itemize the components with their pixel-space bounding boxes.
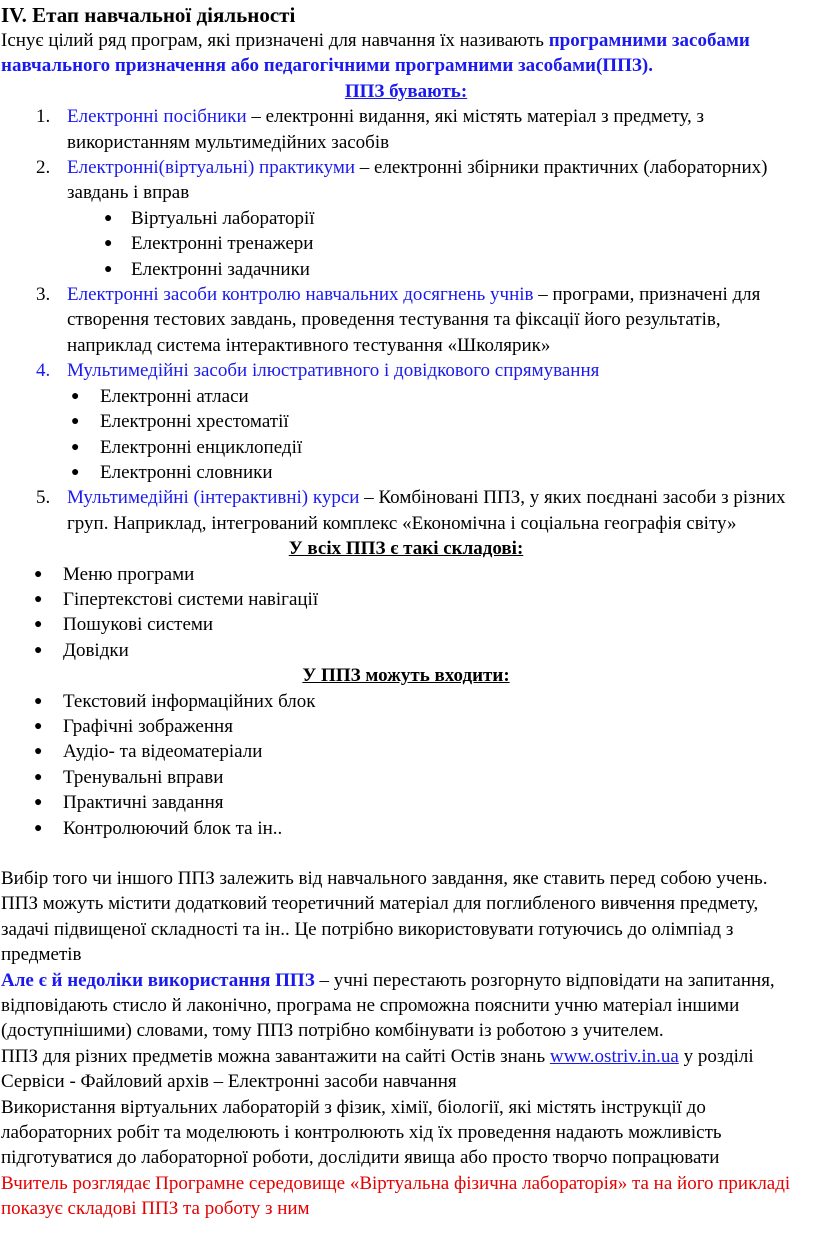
type-number: 5. — [36, 487, 51, 509]
drawbacks-highlight: Але є й недоліки використання ППЗ — [1, 969, 315, 991]
document-page — [0, 2, 812, 1222]
ostriv-link[interactable]: www.ostriv.in.ua — [549, 1045, 679, 1067]
section-heading: IV. Етап навчальної діяльності — [1, 3, 296, 27]
drawbacks-text: – учні перестають розгорнуто відповідати на запитання, відповідають стисло й лаконічно, програма не спроможна пояснити учню матеріал іншими (доступнішими) словами, тому ППЗ потрібно комбінувати із роботою з учителем. — [1, 969, 775, 1042]
types-list-cont-2 — [0, 485, 812, 536]
list-item: ● Практичні завдання — [0, 790, 812, 815]
type-number: 4. — [36, 360, 51, 382]
type-description: – електронні збірники практичних (лабораторних) завдань і вправ — [67, 157, 768, 204]
types-list-cont — [0, 282, 812, 384]
list-item: ● Тренувальні вправи — [0, 765, 812, 790]
bullet-icon: ● — [71, 464, 80, 480]
type-name: Мультимедійні засоби ілюстративного і довідкового спрямування — [67, 360, 600, 382]
type-item-3 — [0, 282, 812, 358]
additional-paragraph: ППЗ можуть містити додатковий теоретичний матеріал для поглибленого вивчення предмету, задачі підвищеної складності та ін.. Це потрібно використовувати готуючись до олімпіад з предметів — [1, 893, 759, 966]
list-item: ● Графічні зображення — [0, 714, 812, 739]
type-name: Електронні засоби контролю навчальних досягнень учнів — [67, 284, 534, 306]
list-item: ● Гіпертекстові системи навігації — [0, 587, 812, 612]
teacher-note: Вчитель розглядає Програмне середовище «Віртуальна фізична лабораторія» та на його прикладі показує складові ППЗ та роботу з ним — [1, 1172, 791, 1220]
choice-paragraph: Вибір того чи іншого ППЗ залежить від навчального завдання, яке ставить перед собою учень. — [1, 868, 768, 889]
type-item-4 — [0, 358, 812, 383]
type-item-5 — [0, 485, 812, 536]
bullet-icon: ● — [34, 820, 43, 836]
type-item-2 — [0, 155, 812, 206]
drawbacks-paragraph — [0, 968, 812, 1044]
bullet-icon: ● — [104, 210, 113, 226]
multimedia-sublist — [0, 384, 812, 486]
components-title: У всіх ППЗ є такі складові: — [288, 538, 524, 560]
list-item: ● Аудіо- та відеоматеріали — [0, 739, 812, 764]
types-title: ППЗ бувають: — [344, 80, 468, 102]
bullet-icon: ● — [34, 769, 43, 785]
type-description: – електронні видання, які містять матеріал з предмету, з використанням мультимедійних засобів — [67, 106, 705, 153]
type-description: – програми, призначені для створення тестових завдань, проведення тестування та фіксації його результатів, наприклад система інтерактивного тестування «Школярик» — [67, 284, 761, 356]
intro-paragraph — [0, 28, 812, 79]
bullet-icon: ● — [104, 261, 113, 277]
bullet-icon: ● — [34, 566, 43, 582]
bullet-icon: ● — [71, 388, 80, 404]
bullet-icon: ● — [104, 236, 113, 252]
list-item: ● Електронні хрестоматії — [0, 409, 812, 434]
list-item: ● Електронні атласи — [0, 384, 812, 409]
bullet-icon: ● — [71, 439, 80, 455]
list-item: ● Меню програми — [0, 562, 812, 587]
bullet-icon: ● — [34, 718, 43, 734]
intro-highlight: програмними засобами навчального призначення або педагогічними програмними засобами(ППЗ). — [1, 30, 750, 77]
list-item: ● Електронні задачники — [0, 257, 812, 282]
bullet-icon: ● — [34, 591, 43, 607]
labs-paragraph: Використання віртуальних лабораторій з фізик, хімії, біології, які містять інструкції до лабораторних робіт та моделюють і контролюють хід їх проведення надають можливість підготуватися до лабораторної роботи, дослідити явища або просто творчо попрацювати — [1, 1096, 722, 1169]
bullet-icon: ● — [34, 744, 43, 760]
types-list — [0, 104, 812, 206]
blank-line — [0, 841, 812, 866]
type-number: 1. — [36, 106, 51, 128]
list-item: ● Електронні словники — [0, 460, 812, 485]
bullet-icon: ● — [34, 642, 43, 658]
type-name: Електронні(віртуальні) практикуми — [67, 157, 356, 179]
download-paragraph: ППЗ для різних предметів можна завантажити на сайті Остів знань www.ostriv.in.ua у розділі Сервіси - Файловий архів – Електронні засоби навчання — [1, 1045, 754, 1093]
list-item: ● Електронні енциклопедії — [0, 435, 812, 460]
bullet-icon: ● — [34, 795, 43, 811]
type-item-1 — [0, 104, 812, 155]
list-item: ● Контролюючий блок та ін.. — [0, 816, 812, 841]
bullet-icon: ● — [34, 693, 43, 709]
list-item: ● Пошукові системи — [0, 612, 812, 637]
list-item: ● Довідки — [0, 638, 812, 663]
type-number: 3. — [36, 284, 51, 306]
type-description: – Комбіновані ППЗ, у яких поєднані засоби з різних груп. Наприклад, інтегрований комплекс «Економічна і соціальна географія світу» — [67, 487, 786, 534]
practicum-sublist — [0, 206, 812, 282]
bullet-icon: ● — [34, 617, 43, 633]
may-include-list — [0, 689, 812, 841]
bullet-icon: ● — [71, 414, 80, 430]
type-number: 2. — [36, 157, 51, 179]
components-list — [0, 562, 812, 664]
type-name: Мультимедійні (інтерактивні) курси — [67, 487, 360, 509]
may-include-title: У ППЗ можуть входити: — [302, 665, 510, 687]
type-name: Електронні посібники — [67, 106, 247, 128]
intro-text: Існує цілий ряд програм, які призначені для навчання їх називають — [1, 30, 549, 51]
list-item: ● Віртуальні лабораторії — [0, 206, 812, 231]
list-item: ● Електронні тренажери — [0, 231, 812, 256]
list-item: ● Текстовий інформаційних блок — [0, 689, 812, 714]
